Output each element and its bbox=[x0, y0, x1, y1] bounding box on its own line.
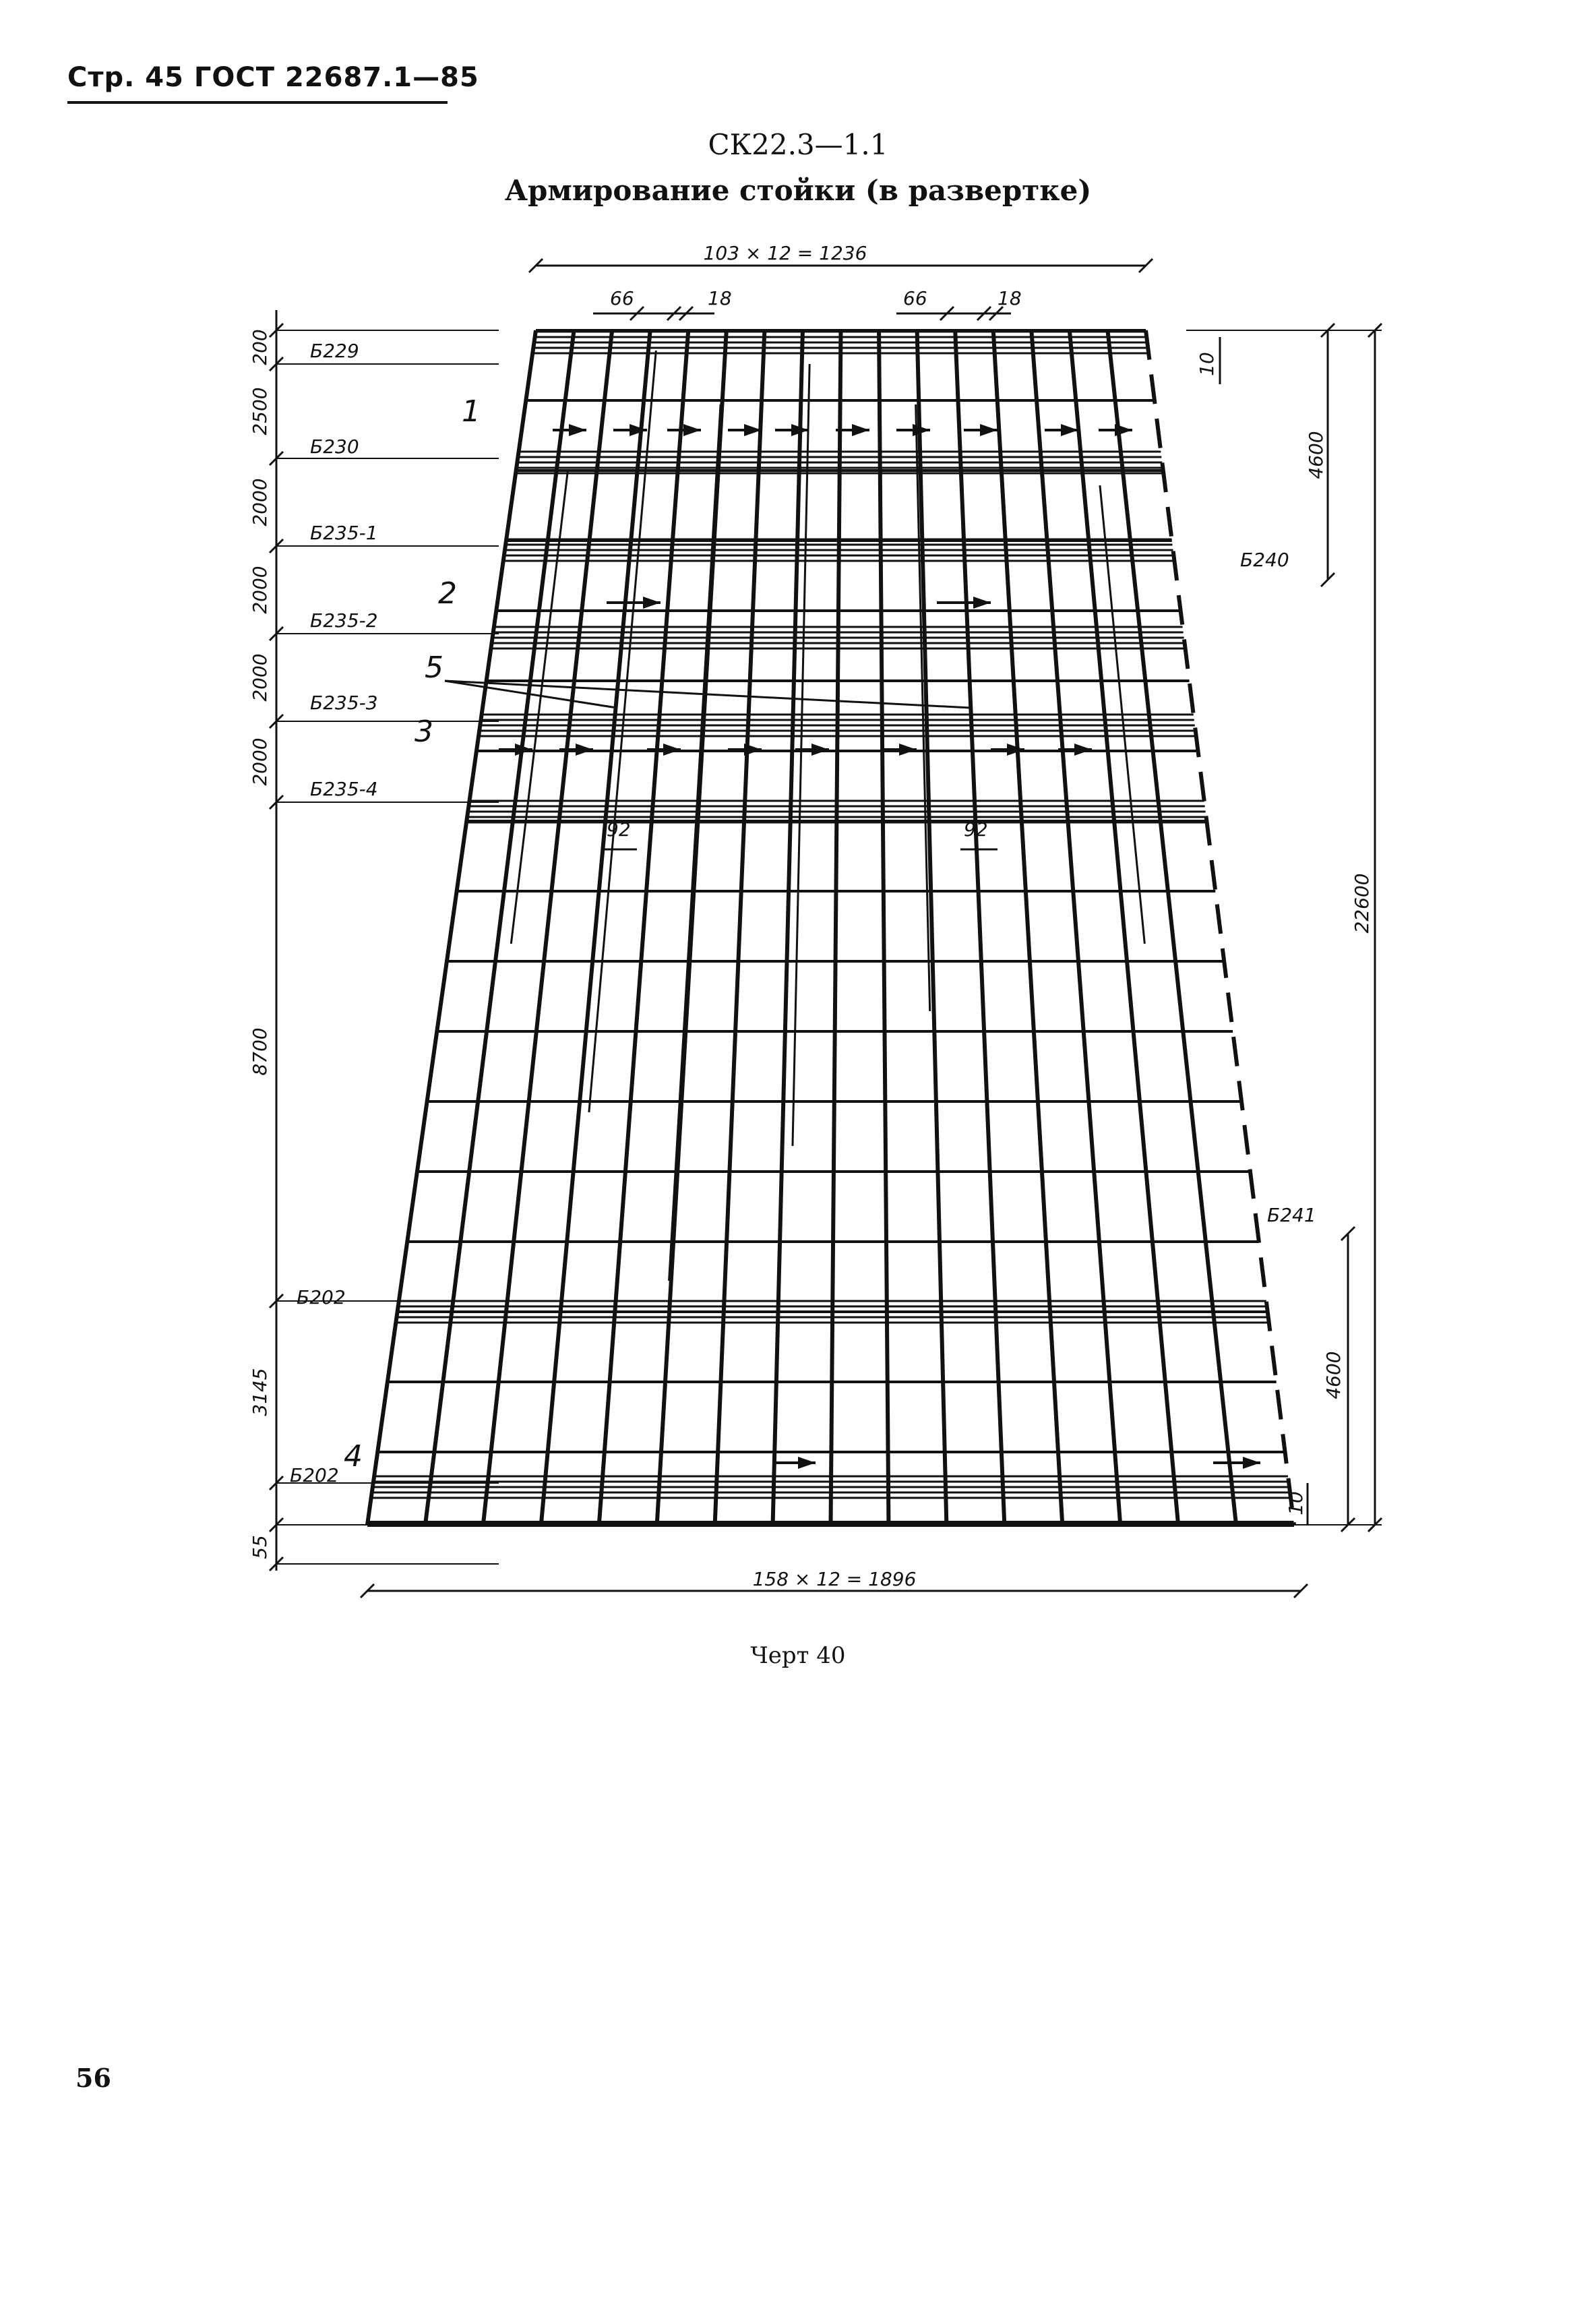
row-arrow-head bbox=[1061, 424, 1078, 436]
page-number: 56 bbox=[75, 2063, 111, 2093]
offset-bot-label: 10 bbox=[1285, 1491, 1307, 1515]
longitudinal-bar bbox=[955, 330, 1004, 1525]
mesh-label: Б235-3 bbox=[310, 692, 378, 714]
overall-height-label: 22600 bbox=[1351, 873, 1373, 934]
row-arrow-head bbox=[744, 744, 762, 756]
row-arrow-head bbox=[569, 424, 586, 436]
longitudinal-bar bbox=[917, 330, 947, 1525]
row-arrow-head bbox=[663, 744, 681, 756]
additional-bar bbox=[793, 364, 809, 1146]
longitudinal-bar bbox=[599, 330, 689, 1525]
right-mesh-label-1: Б240 bbox=[1240, 549, 1289, 571]
additional-bar bbox=[669, 404, 721, 1281]
spacing-92-label-b: 92 bbox=[964, 818, 988, 841]
left-segment-2000: 2000 bbox=[249, 737, 271, 786]
upper-height-label: 4600 bbox=[1305, 431, 1327, 479]
longitudinal-bar bbox=[483, 330, 612, 1525]
row-arrow-head bbox=[811, 744, 829, 756]
top-width-label: 103 × 12 = 1236 bbox=[703, 242, 867, 264]
callout-number: 1 bbox=[462, 394, 481, 429]
longitudinal-bar bbox=[367, 330, 536, 1525]
mesh-label: Б230 bbox=[310, 435, 359, 458]
longitudinal-bar bbox=[831, 330, 841, 1525]
spacing-18-label-b: 18 bbox=[998, 287, 1022, 309]
left-segment-2000: 2000 bbox=[249, 566, 271, 614]
spacing-92-label-a: 92 bbox=[607, 818, 631, 841]
figure-caption: Черт 40 bbox=[750, 1642, 846, 1669]
row-arrow-head bbox=[852, 424, 869, 436]
spacing-66-label-b: 66 bbox=[903, 287, 927, 309]
longitudinal-bar bbox=[1146, 330, 1294, 1525]
row-arrow-head bbox=[630, 424, 647, 436]
additional-bar bbox=[511, 472, 567, 944]
row-arrow-head bbox=[1074, 744, 1092, 756]
left-segment-200: 200 bbox=[249, 329, 271, 365]
row-arrow-head bbox=[980, 424, 998, 436]
mesh-label: Б202 bbox=[290, 1464, 339, 1486]
left-segment-2000: 2000 bbox=[249, 653, 271, 702]
page-header: Стр. 45 ГОСТ 22687.1—85 bbox=[67, 62, 479, 93]
left-segment-8700: 8700 bbox=[249, 1027, 271, 1076]
longitudinal-bar bbox=[1031, 330, 1120, 1525]
drawing-labels bbox=[249, 242, 1373, 1590]
mesh-label: Б202 bbox=[297, 1286, 346, 1308]
callout-arrow-4a-head bbox=[798, 1457, 816, 1469]
longitudinal-bar bbox=[715, 330, 765, 1525]
right-mesh-label-2: Б241 bbox=[1267, 1204, 1316, 1226]
longitudinal-bar bbox=[1070, 330, 1178, 1525]
left-segment-3145: 3145 bbox=[249, 1368, 271, 1416]
left-segment-2500: 2500 bbox=[249, 387, 271, 435]
spacing-66-label-a: 66 bbox=[610, 287, 634, 309]
drawing-title: Армирование стойки (в развертке) bbox=[504, 174, 1092, 207]
longitudinal-bar bbox=[425, 330, 574, 1525]
callout-arrow-2b-head bbox=[973, 597, 991, 609]
lower-height-label: 4600 bbox=[1322, 1351, 1345, 1399]
drawing-code: СК22.3—1.1 bbox=[708, 128, 888, 161]
longitudinal-bar bbox=[1107, 330, 1236, 1525]
callout-number: 3 bbox=[415, 715, 433, 749]
callout-arrow-2a-head bbox=[643, 597, 661, 609]
callout-number: 5 bbox=[425, 651, 443, 685]
callout-number: 2 bbox=[438, 576, 457, 611]
offset-top-label: 10 bbox=[1196, 352, 1218, 376]
mesh-label: Б235-4 bbox=[310, 778, 378, 800]
row-arrow-head bbox=[576, 744, 593, 756]
longitudinal-bar bbox=[541, 330, 650, 1525]
callout-number: 4 bbox=[344, 1439, 363, 1474]
bottom-width-label: 158 × 12 = 1896 bbox=[752, 1568, 917, 1590]
mesh-label: Б235-1 bbox=[310, 522, 378, 544]
longitudinal-bar bbox=[879, 330, 888, 1525]
mesh-label: Б229 bbox=[310, 340, 359, 362]
row-arrow-head bbox=[683, 424, 701, 436]
spacing-18-label-a: 18 bbox=[708, 287, 732, 309]
left-segment-55: 55 bbox=[249, 1535, 271, 1559]
dimension-lines bbox=[270, 259, 1382, 1598]
longitudinal-bar bbox=[657, 330, 727, 1525]
row-arrow-head bbox=[1115, 424, 1132, 436]
mesh-label: Б235-2 bbox=[310, 609, 378, 632]
rebar-grid bbox=[367, 330, 1294, 1525]
row-arrow-head bbox=[899, 744, 917, 756]
left-segment-2000: 2000 bbox=[249, 478, 271, 526]
callout-arrow-4b-head bbox=[1243, 1457, 1260, 1469]
